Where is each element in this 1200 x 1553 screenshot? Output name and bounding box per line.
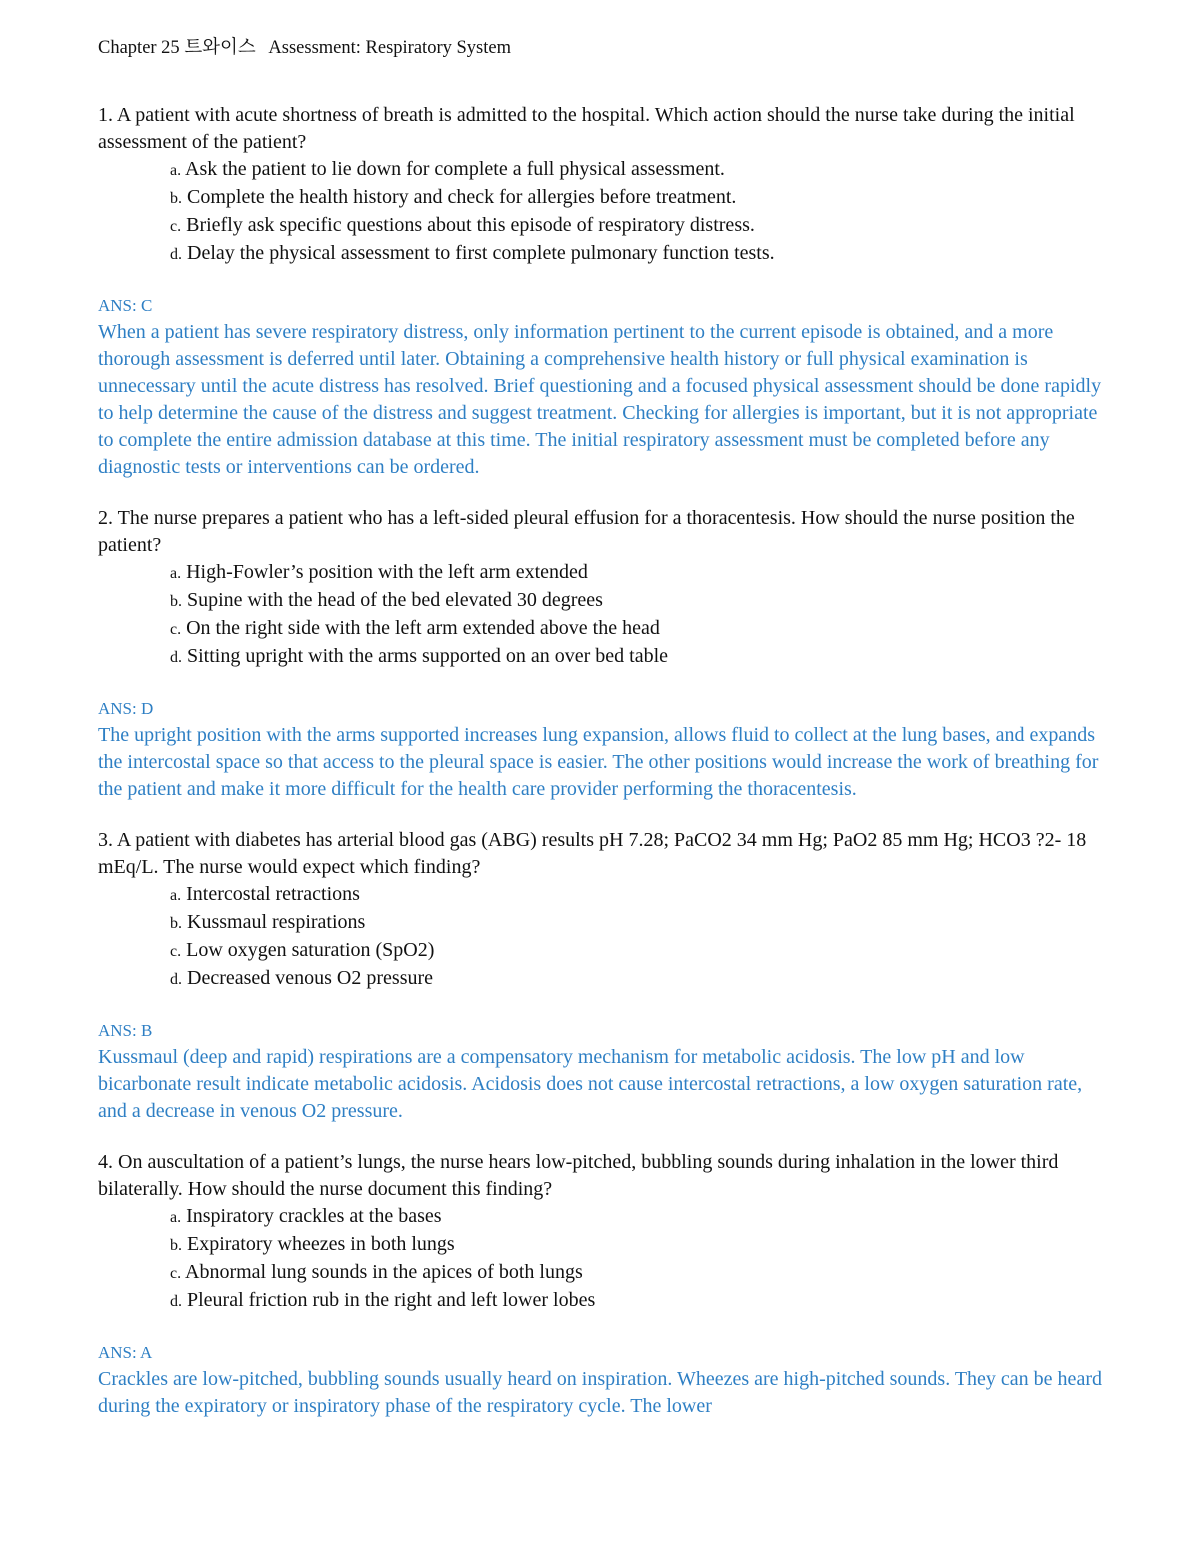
option-d: d. Sitting upright with the arms supported on an over bed table	[170, 645, 669, 667]
options-list	[170, 559, 1200, 671]
page-header	[98, 36, 1200, 60]
option-c: c. On the right side with the left arm extended above the head	[170, 617, 660, 639]
options-list	[170, 156, 1200, 268]
option-b: b. Kussmaul respirations	[170, 911, 366, 933]
header-korean: 트와이스	[184, 38, 256, 58]
option-b: b. Complete the health history and check for allergies before treatment.	[170, 186, 737, 208]
option-d: d. Pleural friction rub in the right and left lower lobes	[170, 1289, 596, 1311]
option-a: a. Intercostal retractions	[170, 883, 360, 905]
answer-label: ANS: C	[98, 296, 153, 315]
option-a: a. Inspiratory crackles at the bases	[170, 1205, 442, 1227]
answer-label: ANS: D	[98, 699, 154, 718]
question-text: 1. A patient with acute shortness of breath is admitted to the hospital. Which action should the nurse take during the initial assessment of the patient?	[98, 104, 1075, 153]
question-item-2	[98, 505, 1200, 803]
option-c: c. Briefly ask specific questions about this episode of respiratory distress.	[170, 214, 755, 236]
question-item-1	[98, 102, 1200, 481]
option-c: c. Abnormal lung sounds in the apices of both lungs	[170, 1261, 583, 1283]
answer-label: ANS: B	[98, 1021, 153, 1040]
options-list	[170, 881, 1200, 993]
header-chapter: Chapter 25	[98, 38, 180, 58]
options-list	[170, 1203, 1200, 1315]
answer-block	[98, 1339, 1108, 1420]
option-b: b. Expiratory wheezes in both lungs	[170, 1233, 455, 1255]
question-item-4	[98, 1149, 1200, 1420]
question-text: 2. The nurse prepares a patient who has a left-sided pleural effusion for a thoracentesis. How should the nurse position the patient?	[98, 507, 1075, 556]
question-text: 3. A patient with diabetes has arterial blood gas (ABG) results pH 7.28; PaCO2 34 mm Hg; PaO2 85 mm Hg; HCO3 ?2- 18 mEq/L. The nurse would expect which finding?	[98, 829, 1087, 878]
question-text: 4. On auscultation of a patient’s lungs, the nurse hears low-pitched, bubbling sounds during inhalation in the lower third bilaterally. How should the nurse document this finding?	[98, 1151, 1059, 1200]
option-c: c. Low oxygen saturation (SpO2)	[170, 939, 435, 961]
answer-label: ANS: A	[98, 1343, 153, 1362]
answer-rationale: Crackles are low-pitched, bubbling sounds usually heard on inspiration. Wheezes are high-pitched sounds. They can be heard during the expiratory or inspiratory phase of the respiratory cycle. The lower	[98, 1368, 1102, 1417]
answer-rationale: When a patient has severe respiratory distress, only information pertinent to the current episode is obtained, and a more thorough assessment is deferred until later. Obtaining a comprehensive health history or full physical examination is unnecessary until the acute distress has resolved. Brief questioning and a focused physical assessment should be done rapidly to help determine the cause of the distress and suggest treatment. Checking for allergies is important, but it is not appropriate to complete the entire admission database at this time. The initial respiratory assessment must be completed before any diagnostic tests or interventions can be ordered.	[98, 321, 1102, 478]
header-title: Assessment: Respiratory System	[268, 38, 511, 58]
answer-block	[98, 292, 1108, 481]
option-d: d. Decreased venous O2 pressure	[170, 967, 434, 989]
option-d: d. Delay the physical assessment to first complete pulmonary function tests.	[170, 242, 775, 264]
answer-block	[98, 1017, 1108, 1125]
question-item-3	[98, 827, 1200, 1125]
answer-rationale: The upright position with the arms supported increases lung expansion, allows fluid to collect at the lung bases, and expands the intercostal space so that access to the pleural space is easier. The other positions would increase the work of breathing for the patient and make it more difficult for the health care provider performing the thoracentesis.	[98, 724, 1099, 800]
option-b: b. Supine with the head of the bed elevated 30 degrees	[170, 589, 603, 611]
answer-block	[98, 695, 1108, 803]
option-a: a. High-Fowler’s position with the left arm extended	[170, 561, 588, 583]
answer-rationale: Kussmaul (deep and rapid) respirations are a compensatory mechanism for metabolic acidosis. The low pH and low bicarbonate result indicate metabolic acidosis. Acidosis does not cause intercostal retractions, a low oxygen saturation rate, and a decrease in venous O2 pressure.	[98, 1046, 1083, 1122]
option-a: a. Ask the patient to lie down for complete a full physical assessment.	[170, 158, 725, 180]
